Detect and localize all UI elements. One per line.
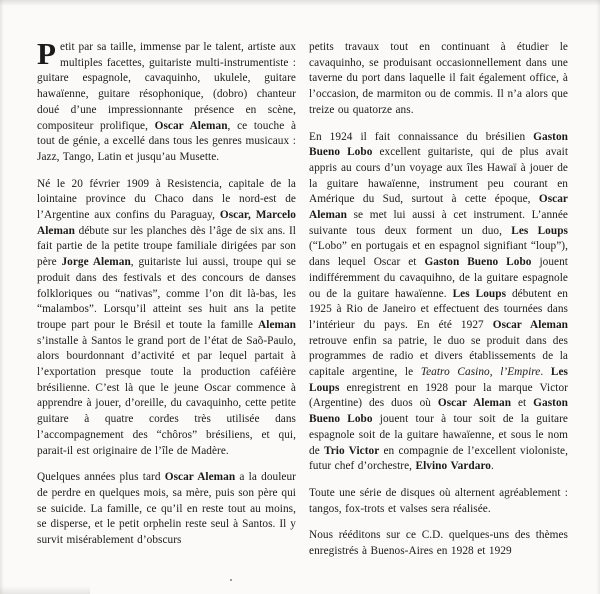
paragraph [309, 528, 568, 559]
text-run: Les Loups [309, 366, 568, 394]
text-run: Né le 20 février 1909 à Resistencia, capitale de la lointaine province du Chaco dans le nord-est de l’Argentine aux confins du Paraguay, [37, 177, 296, 222]
text-run: Oscar Aleman [154, 119, 228, 132]
text-run: En 1924 il fait connaissance du brésilien [309, 130, 534, 143]
text-run: retrouve enfin sa patrie, le duo se produit dans des programmes de radio et divers établissements de la capitale argentine, le [309, 334, 568, 379]
text-run: Les Loups [511, 224, 568, 237]
paragraph [309, 486, 568, 517]
text-run: petits travaux tout en continuant à étudier le cavaquinho, se produisant occasionnellement dans une taverne du port dans laquelle il fait également office, à l’occasion, de marmiton ou de commis. Il n’a alors que treize ou quatorze ans. [309, 41, 568, 116]
text-run: Oscar Aleman [309, 193, 568, 222]
text-run: Oscar Aleman [437, 397, 512, 410]
text-run: Oscar Aleman [492, 318, 568, 331]
text-run: , guitariste lui aussi, troupe qui se produit dans des festivals et des concours de danses folkloriques ou “nativas”, comme l’on dit là-bas, les “malambos”. Lorsqu’il atteint ses huit ans la petite troupe part pour le Brésil et toute la famille [37, 256, 296, 331]
text-run: Trio Victor [323, 444, 380, 457]
text-run: se met lui aussi à cet instrument. L’année suivante tous deux forment un duo, [309, 209, 568, 237]
text-run: Gaston Bueno Lobo [309, 397, 568, 426]
paragraph [37, 470, 296, 549]
text-run: Gaston Bueno Lobo [309, 130, 568, 159]
scan-shadow-left [0, 0, 4, 594]
paragraph [309, 130, 568, 475]
text-run: Teatro Casino, l’Empire [420, 366, 541, 379]
text-run: en compagnie de l’excellent violoniste, futur chef d’orchestre, [309, 444, 568, 473]
text-run: jouent indifféremment du cavaquihno, de la guitare espagnole ou de la guitare hawaïenne. [309, 256, 568, 300]
text-column-right [309, 40, 568, 587]
text-run: . [540, 366, 551, 379]
text-run: Jorge Aleman [61, 256, 131, 269]
text-run: Elvino Vardaro [415, 460, 492, 473]
paragraph [37, 177, 296, 460]
text-run: s’installe à Santos le grand port de l’état de Saõ-Paulo, alors bourdonnant d’activité et par lequel partait à l’exportation presque toute la production caféière brésilienne. C’est là que le jeune Oscar commence à apprendre à jouer, d’oreille, du cavaquinho, cette petite guitare à quatre cordes très utilisée dans l’accompagnement des “chôros” brésiliens, et qui, parait-il est originaire de l’île de Madère. [37, 334, 296, 457]
text-run: Aleman [258, 318, 296, 331]
text-column-left [37, 40, 296, 587]
text-run: Oscar, Marcelo Aleman [37, 209, 296, 237]
drop-cap: P [37, 40, 56, 71]
text-run: Les Loups [452, 287, 507, 300]
text-run: excellent guitariste, qui de plus avait appris au cours d’un voyage aux îles Hawaï à jouer de la guitare hawaïenne, instrument peu courant en Amérique du Sud, surtout à cette époque, [309, 146, 568, 206]
text-run: Nous rééditons sur ce C.D. quelques-uns des thèmes enregistrés à Buenos-Aires en 1928 et 1929 [309, 529, 568, 558]
text-run: débute sur les planches dès l’âge de six ans. Il fait partie de la petite troupe familiale dirigées par son père [37, 224, 296, 269]
text-run: etit par sa taille, immense par le talent, artiste aux multiples facettes, guitariste multi-instrumentiste : guitare espagnole, cavaquinho, ukulele, guitare hawaïenne, guitare résophonique, (dobro) chanteur doué d’une impressionnante présence en scène, compositeur prolifique, [37, 41, 296, 132]
text-run: Oscar Aleman [164, 471, 236, 484]
scan-shadow-top [0, 0, 600, 6]
text-run: Quelques années plus tard [37, 471, 165, 484]
text-run: débutent en 1925 à Rio de Janeiro et effectuent des tournées dans l’intérieur du pays. En été 1927 [309, 287, 568, 331]
scan-shadow-right [596, 0, 600, 594]
scan-shadow-bottom-left [0, 586, 90, 594]
paragraph [309, 40, 568, 119]
text-run: . [491, 460, 494, 473]
text-run: jouent tour à tour soit de la guitare espagnole soit de la guitare hawaïenne, et sous le nom de [309, 413, 568, 457]
text-run: Gaston Bueno Lobo [424, 256, 532, 269]
text-run: , ce touche à tout de génie, a excellé dans tous les genres musicaux : Jazz, Tango, Latin et jusqu’au Musette. [37, 119, 296, 163]
text-run: et [511, 397, 534, 410]
text-run: enregistrent en 1928 pour la marque Victor (Argentine) des duos où [309, 381, 568, 410]
paragraph [37, 40, 296, 166]
text-run: (“Lobo” en portugais et en espagnol signifiant “loup”), dans lequel Oscar et [309, 240, 568, 269]
text-run: a la douleur de perdre en quelques mois, sa mère, puis son père qui se suicide. La famille, ce qu’il en reste tout au moins, se disperse, et le petit orphelin reste seul à Santos. Il y survit misérablement d’obscurs [37, 471, 296, 547]
text-columns [37, 40, 568, 587]
text-run: Toute une série de disques où alternent agréablement : tangos, fox-trots et valses sera réalisée. [309, 486, 568, 515]
